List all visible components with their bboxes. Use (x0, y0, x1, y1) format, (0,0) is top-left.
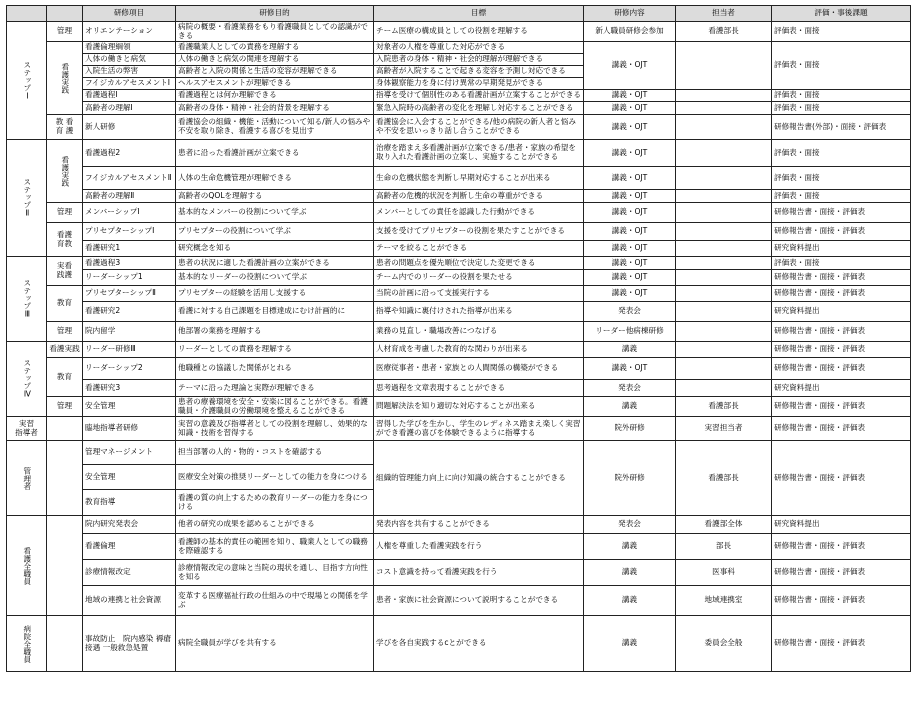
category-empty (47, 417, 83, 441)
table-row (7, 560, 911, 586)
cell-purpose: 看護の質の向上するための教育リーダーの能力を身につける (176, 490, 374, 516)
cell-item: 看護研究2 (83, 302, 176, 322)
cell-item: 診療情報改定 (83, 560, 176, 586)
cell-goal: 看護協会に入会することができる/他の病院の新人者と悩みや不安を思いっきり話し合うことができる (374, 115, 584, 140)
table-row (7, 616, 911, 672)
cell-goal: 当院の計画に沿って支援実行する (374, 286, 584, 302)
cell-purpose: 研究概念を知る (176, 241, 374, 257)
cell-person (676, 322, 772, 342)
cell-content: 講義・OJT (584, 270, 676, 286)
table-row (7, 90, 911, 102)
cell-purpose: 他部署の業務を理解する (176, 322, 374, 342)
cell-purpose: 診療情報改定の意味と当院の現状を通し、目指す方向性を知る (176, 560, 374, 586)
table-row (7, 190, 911, 203)
cell-content: 講義 (584, 586, 676, 616)
table-row (7, 223, 911, 241)
cell-goal: 人材育成を考慮した教育的な関わりが出来る (374, 342, 584, 358)
cell-person (676, 203, 772, 223)
cell-goal: 対象者の人権を尊重した対応ができる (374, 42, 584, 54)
cell-person: 看護部全体 (676, 516, 772, 534)
cell-item: 看護過程3 (83, 257, 176, 270)
header-stage (7, 6, 47, 22)
cell-content: 講義・OJT (584, 358, 676, 380)
cell-eval: 研究資料提出 (772, 380, 911, 397)
cell-item: 人体の働きと病気 (83, 54, 176, 66)
table-row (7, 380, 911, 397)
cell-item: 看護過程2 (83, 140, 176, 167)
cell-content: 院外研修 (584, 417, 676, 441)
cell-content: 院外研修 (584, 441, 676, 516)
cell-purpose: 人体の生命危機管理が理解できる (176, 167, 374, 190)
category-kanri: 管理 (47, 397, 83, 417)
cell-purpose: 他者の研究の成果を認めることができる (176, 516, 374, 534)
cell-person (676, 102, 772, 115)
cell-person: 実習担当者 (676, 417, 772, 441)
cell-eval: 研究資料提出 (772, 302, 911, 322)
cell-goal: 患者の問題点を優先順位で決定した変更できる (374, 257, 584, 270)
cell-content: 新人職員研修会参加 (584, 22, 676, 42)
cell-item: 院内留学 (83, 322, 176, 342)
cell-item: 看護研究3 (83, 380, 176, 397)
cell-person (676, 115, 772, 140)
cell-content: 講義・OJT (584, 167, 676, 190)
cell-purpose: 変革する医療福祉行政の仕組みの中で現場との関係を学ぶ (176, 586, 374, 616)
cell-eval: 評価表・面接 (772, 22, 911, 42)
cell-item: フイジカルアセスメントⅡ (83, 167, 176, 190)
cell-content: 講義 (584, 342, 676, 358)
cell-person: 部長 (676, 534, 772, 560)
cell-purpose: 看護に対する自己課題を目標達成にむけ計画的に (176, 302, 374, 322)
cell-purpose: 病院の概要・看護業務をもり看護職員としての認識ができる (176, 22, 374, 42)
cell-content: 講義・OJT (584, 286, 676, 302)
cell-goal: 指導や知識に裏付けされた指導が出来る (374, 302, 584, 322)
cell-item: 院内研究発表会 (83, 516, 176, 534)
cell-item: プリセプターシップⅡ (83, 286, 176, 302)
cell-person (676, 342, 772, 358)
cell-goal: 発表内容を共有することができる (374, 516, 584, 534)
cell-eval: 研修報告書・面接・評価表 (772, 441, 911, 516)
cell-goal: 思考過程を文章表現することができる (374, 380, 584, 397)
cell-goal: 組織的管理能力向上に向け知識の統合することができる (374, 441, 584, 516)
cell-eval: 研修報告書・面接・評価表 (772, 342, 911, 358)
cell-content: 講義・OJT (584, 241, 676, 257)
cell-person (676, 190, 772, 203)
table-row (7, 358, 911, 380)
cell-purpose: 高齢者の身体・精神・社会的背景を理解する (176, 102, 374, 115)
cell-content: 講義 (584, 534, 676, 560)
table-row (7, 102, 911, 115)
cell-item: 高齢者の理解Ⅰ (83, 102, 176, 115)
category-kyoiku: 教育 (47, 286, 83, 322)
cell-eval: 研修報告書・面接・評価表 (772, 616, 911, 672)
cell-content: 講義・OJT (584, 203, 676, 223)
table-row (7, 441, 911, 465)
cell-goal: 高齢者が入院することで起きる変容を予測し対応できる (374, 66, 584, 78)
category-empty (47, 616, 83, 672)
category-kyoiku: 教育 (47, 358, 83, 397)
cell-purpose: 人体の働きと病気の関連を理解する (176, 54, 374, 66)
cell-purpose: プリセプターの経験を活用し支援する (176, 286, 374, 302)
cell-purpose: 患者の状況に適した看護計画の立案ができる (176, 257, 374, 270)
table-row (7, 397, 911, 417)
table-row (7, 342, 911, 358)
header-purpose: 研修目的 (176, 6, 374, 22)
cell-item: 地域の連携と社会資源 (83, 586, 176, 616)
cell-person (676, 90, 772, 102)
cell-person: 看護部長 (676, 22, 772, 42)
cell-purpose: 患者の療養環境を安全・安楽に図ることができる。看護職員・介護職員の労働環境を整えることができる (176, 397, 374, 417)
cell-content: 講義・OJT (584, 42, 676, 90)
header-eval: 評価・事後課題 (772, 6, 911, 22)
cell-goal: 指導を受けて個別性のある看護計画が立案することができる (374, 90, 584, 102)
category-kango-jissen: 看護実践 (47, 342, 83, 358)
table-row (7, 322, 911, 342)
cell-eval: 研修報告書・面接・評価表 (772, 397, 911, 417)
stage-step2: ステップⅡ (7, 140, 47, 257)
cell-content: 講義・OJT (584, 140, 676, 167)
cell-eval: 研修報告書・面接・評価表 (772, 417, 911, 441)
cell-person (676, 380, 772, 397)
cell-person (676, 270, 772, 286)
cell-item: 新人研修 (83, 115, 176, 140)
category-kango-jissen: 看護実践 (47, 42, 83, 115)
cell-item: 看護倫理 (83, 534, 176, 560)
table-row (7, 586, 911, 616)
header-content: 研修内容 (584, 6, 676, 22)
cell-goal: テーマを絞ることができる (374, 241, 584, 257)
cell-goal: コスト意識を持って看護実践を行う (374, 560, 584, 586)
cell-person: 地域連携室 (676, 586, 772, 616)
cell-person: 委員会全般 (676, 616, 772, 672)
cell-goal: 業務の見直し・職場改善につなげる (374, 322, 584, 342)
cell-content: 発表会 (584, 302, 676, 322)
cell-goal: チーム内でのリーダーの役割を果たせる (374, 270, 584, 286)
cell-eval: 研修報告書・面接・評価表 (772, 358, 911, 380)
cell-person (676, 140, 772, 167)
cell-eval: 研修報告書・面接・評価表 (772, 560, 911, 586)
cell-purpose: 実習の意義及び指導者としての役割を理解し、効果的な知識・技術を習得する (176, 417, 374, 441)
cell-goal: メンバーとしての責任を認識した行動ができる (374, 203, 584, 223)
stage-step1: ステップⅠ (7, 22, 47, 140)
stage-step3: ステップⅢ (7, 257, 47, 342)
cell-goal: 患者・家族に社会資源について説明することができる (374, 586, 584, 616)
stage-byoin-zen: 病院全職員 (7, 616, 47, 672)
cell-eval: 研修報告書(外部)・面接・評価表 (772, 115, 911, 140)
cell-person (676, 167, 772, 190)
training-table-wrapper (6, 5, 911, 672)
cell-goal: 学びを各自実践するcとができる (374, 616, 584, 672)
cell-item: 臨地指導者研修 (83, 417, 176, 441)
cell-purpose: 担当部署の人的・物的・コストを確認する (176, 441, 374, 465)
cell-item: フイジカルアセスメントⅠ (83, 78, 176, 90)
cell-item: 事故防止 院内感染 褥瘡 接遇 一般救急処置 (83, 616, 176, 672)
cell-content: 講義 (584, 397, 676, 417)
category-empty (47, 441, 83, 516)
cell-content: リーダー他病棟研修 (584, 322, 676, 342)
category-kango-jissen: 看護実践 (47, 140, 83, 203)
category-empty (47, 516, 83, 616)
cell-item: リーダーシップ2 (83, 358, 176, 380)
cell-purpose: 看護職業人としての責務を理解する (176, 42, 374, 54)
cell-person: 医事科 (676, 560, 772, 586)
cell-eval: 評価表・面接 (772, 257, 911, 270)
cell-item: 安全管理 (83, 397, 176, 417)
table-row (7, 22, 911, 42)
cell-item: 看護研究1 (83, 241, 176, 257)
cell-purpose: 医療安全対策の推奨リーダーとしての能力を身につける (176, 465, 374, 490)
cell-eval: 研修報告書・面接・評価表 (772, 534, 911, 560)
table-row (7, 534, 911, 560)
cell-eval: 評価表・面接 (772, 190, 911, 203)
cell-purpose: 病院全職員が学びを共有する (176, 616, 374, 672)
cell-goal: 緊急入院時の高齢者の変化を理解し対応することができる (374, 102, 584, 115)
table-row (7, 241, 911, 257)
category-kanri: 管理 (47, 322, 83, 342)
cell-content: 講義 (584, 616, 676, 672)
cell-purpose: 看護師の基本的責任の範囲を知り、職業人としての職務を際確認する (176, 534, 374, 560)
cell-purpose: 基本的なメンバーの役割について学ぶ (176, 203, 374, 223)
cell-goal: 身体観察能力を身に付け異常の早期発見ができる (374, 78, 584, 90)
category-kanri: 管理 (47, 22, 83, 42)
cell-eval: 研修報告書・面接・評価表 (772, 203, 911, 223)
cell-eval: 評価表・面接 (772, 102, 911, 115)
cell-purpose: 看護協会の組織・機能・活動について知る/新人の悩みや不安を取り除き、看護する喜びを見出す (176, 115, 374, 140)
stage-kango-zen: 看護全職員 (7, 516, 47, 616)
cell-goal: 医療従事者・患者・家族との人間関係の構築ができる (374, 358, 584, 380)
cell-eval: 研修報告書・面接・評価表 (772, 286, 911, 302)
table-row (7, 257, 911, 270)
cell-goal: 入院患者の身体・精神・社会的理解が理解できる (374, 54, 584, 66)
cell-goal: チーム医療の構成員としての役割を理解する (374, 22, 584, 42)
cell-item: プリセプターシップⅠ (83, 223, 176, 241)
cell-person: 看護部長 (676, 397, 772, 417)
header-goal: 目標 (374, 6, 584, 22)
cell-eval: 評価表・面接 (772, 167, 911, 190)
table-row (7, 167, 911, 190)
cell-person: 看護部長 (676, 441, 772, 516)
cell-item: 高齢者の理解Ⅱ (83, 190, 176, 203)
cell-goal: 人権を尊重した看護実践を行う (374, 534, 584, 560)
table-row (7, 417, 911, 441)
cell-person (676, 241, 772, 257)
table-row (7, 42, 911, 54)
cell-person (676, 358, 772, 380)
category-kango-kyoiku: 看護 育教 (47, 223, 83, 257)
category-kyoiku-kango: 教 看 育 護 (47, 115, 83, 140)
cell-goal: 習得した学びを生かし、学生のレディネス踏まえ楽しく実習ができ看護の喜びを体験できるように指導する (374, 417, 584, 441)
cell-purpose: リーダーとしての責務を理解する (176, 342, 374, 358)
cell-purpose: 患者に沿った看護計画が立案できる (176, 140, 374, 167)
cell-content: 講義・OJT (584, 190, 676, 203)
cell-item: リーダーシップ1 (83, 270, 176, 286)
cell-purpose: プリセプターの役割について学ぶ (176, 223, 374, 241)
cell-goal: 問題解決法を知り適切な対応することが出来る (374, 397, 584, 417)
table-row (7, 302, 911, 322)
cell-person (676, 286, 772, 302)
stage-step4: ステップⅣ (7, 342, 47, 417)
category-kanri: 管理 (47, 203, 83, 223)
cell-purpose: 高齢者のQOLを理解する (176, 190, 374, 203)
cell-content: 発表会 (584, 516, 676, 534)
header-category (47, 6, 83, 22)
cell-content: 講義・OJT (584, 115, 676, 140)
cell-content: 講義・OJT (584, 102, 676, 115)
category-jissen-kango: 実看 践護 (47, 257, 83, 286)
cell-goal: 高齢者の危機的状況を判断し生命の尊重ができる (374, 190, 584, 203)
cell-eval: 評価表・面接 (772, 90, 911, 102)
cell-person (676, 257, 772, 270)
table-row (7, 516, 911, 534)
cell-item: 管理マネージメント (83, 441, 176, 465)
cell-purpose: 高齢者と入院の関係と生活の変容が理解できる (176, 66, 374, 78)
cell-eval: 研修報告書・面接・評価表 (772, 270, 911, 286)
training-table (6, 5, 911, 672)
cell-item: オリエンテーション (83, 22, 176, 42)
stage-kanrisha: 管理者 (7, 441, 47, 516)
cell-item: 入院生活の弊害 (83, 66, 176, 78)
cell-item: メンバーシップⅠ (83, 203, 176, 223)
cell-eval: 研修報告書・面接・評価表 (772, 322, 911, 342)
cell-purpose: 他職種との協議した関係がとれる (176, 358, 374, 380)
cell-item: リーダー研修Ⅲ (83, 342, 176, 358)
table-row (7, 270, 911, 286)
cell-goal: 治療を踏まえ多看護計画が立案できる/患者・家族の希望を取り入れた看護計画の立案し、実施することができる (374, 140, 584, 167)
cell-item: 看護過程Ⅰ (83, 90, 176, 102)
cell-purpose: 看護過程とは何か理解できる (176, 90, 374, 102)
header-person: 担当者 (676, 6, 772, 22)
table-row (7, 286, 911, 302)
cell-person (676, 42, 772, 90)
cell-person (676, 223, 772, 241)
cell-item: 看護倫理綱領 (83, 42, 176, 54)
cell-eval: 研究資料提出 (772, 241, 911, 257)
cell-goal: 生命の危機状態を判断し早期対応することが出来る (374, 167, 584, 190)
cell-eval: 評価表・面接 (772, 42, 911, 90)
cell-content: 講義 (584, 560, 676, 586)
cell-content: 講義・OJT (584, 257, 676, 270)
cell-eval: 研究資料提出 (772, 516, 911, 534)
cell-content: 講義・OJT (584, 223, 676, 241)
header-row (7, 6, 911, 22)
table-row (7, 140, 911, 167)
cell-content: 発表会 (584, 380, 676, 397)
table-row (7, 115, 911, 140)
header-item: 研修項目 (83, 6, 176, 22)
cell-eval: 評価表・面接 (772, 140, 911, 167)
cell-purpose: ヘルスアセスメントが理解できる (176, 78, 374, 90)
table-row (7, 203, 911, 223)
stage-jisshu: 実習 指導者 (7, 417, 47, 441)
cell-eval: 研修報告書・面接・評価表 (772, 223, 911, 241)
cell-person (676, 302, 772, 322)
cell-item: 安全管理 (83, 465, 176, 490)
cell-purpose: テーマに沿った理論と実際が理解できる (176, 380, 374, 397)
cell-item: 教育指導 (83, 490, 176, 516)
cell-eval: 研修報告書・面接・評価表 (772, 586, 911, 616)
cell-content: 講義・OJT (584, 90, 676, 102)
cell-purpose: 基本的なリーダーの役割について学ぶ (176, 270, 374, 286)
cell-goal: 支援を受けてプリセプターの役割を果たすことができる (374, 223, 584, 241)
